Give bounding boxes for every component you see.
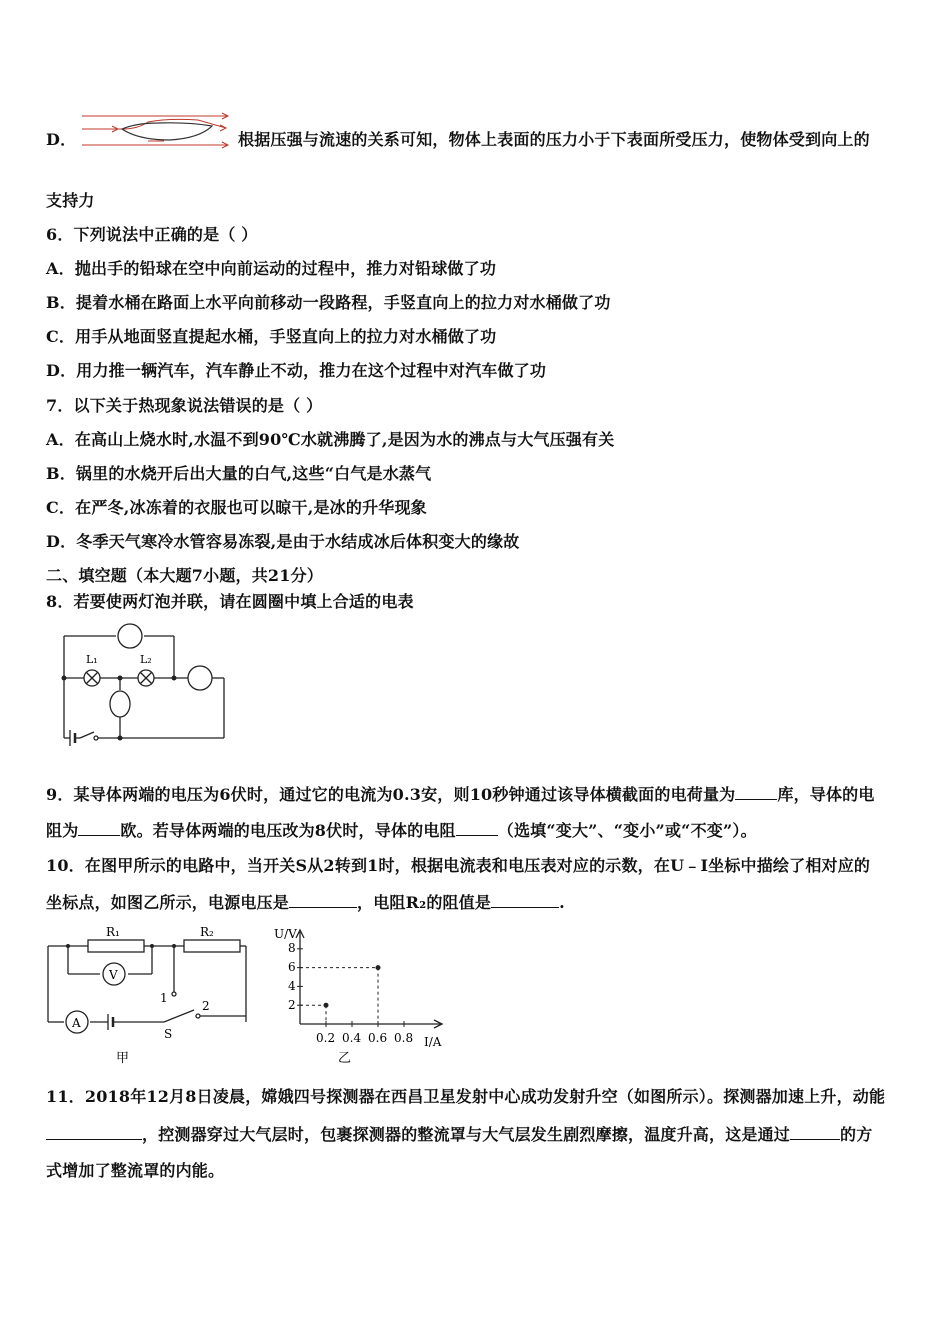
q10-blank-voltage[interactable] <box>289 893 357 908</box>
resistor-r1 <box>88 940 144 952</box>
q11-blank-kinetic[interactable] <box>46 1125 142 1140</box>
q10-ui-graph <box>270 924 460 1068</box>
q5-option-d-continuation: 支持力 <box>46 191 95 210</box>
resistor-r2 <box>184 940 240 952</box>
q11-blank-method[interactable] <box>790 1125 840 1140</box>
q6-option-c: C．用手从地面竖直提起水桶，手竖直向上的拉力对水桶做了功 <box>46 327 497 346</box>
q7-option-d: D．冬季天气寒冷水管容易冻裂,是由于水结成冰后体积变大的缘故 <box>46 532 520 551</box>
meter-circle-middle <box>110 691 130 717</box>
q7-option-c: C．在严冬,冰冻着的衣服也可以晾干,是冰的升华现象 <box>46 498 427 517</box>
q9-line-1 <box>46 782 875 805</box>
q9-blank-resistance[interactable] <box>78 821 120 836</box>
q11-text-3: 的方 <box>840 1125 873 1144</box>
x-tick-0-6: 0.6 <box>368 1031 388 1045</box>
switch-contact-2 <box>196 1014 200 1018</box>
q11-line-2 <box>46 1122 872 1145</box>
ammeter-label: A <box>72 1016 81 1030</box>
switch-pos-2-label: 2 <box>202 999 210 1013</box>
q6-option-d: D．用力推一辆汽车，汽车静止不动，推力在这个过程中对汽车做了功 <box>46 361 547 380</box>
q6-option-b: B．提着水桶在路面上水平向前移动一段路程，手竖直向上的拉力对水桶做了功 <box>46 293 611 312</box>
q9-text-2: 库，导体的电 <box>777 785 875 804</box>
r2-label: R₂ <box>200 925 214 939</box>
data-point-2 <box>376 965 381 970</box>
q10-circuit-diagram-a <box>44 924 254 1068</box>
y-tick-2: 2 <box>288 998 296 1012</box>
section-2-title: 二、填空题（本大题7小题，共21分） <box>46 566 323 585</box>
y-tick-6: 6 <box>288 960 296 974</box>
wing-shape <box>122 123 212 140</box>
lamp-l1-label: L₁ <box>86 653 98 666</box>
q7-option-a: A．在高山上烧水时,水温不到90℃水就沸腾了,是因为水的沸点与大气压强有关 <box>46 430 615 449</box>
q7-option-b: B．锅里的水烧开后出大量的白气,这些“白气是水蒸气 <box>46 464 432 483</box>
graph-ticks <box>297 949 404 1027</box>
y-tick-4: 4 <box>288 979 296 993</box>
x-tick-0-8: 0.8 <box>394 1031 414 1045</box>
q8-stem: 8．若要使两灯泡并联，请在圆圈中填上合适的电表 <box>46 592 414 611</box>
q9-blank-charge[interactable] <box>735 785 777 800</box>
figure-a-caption: 甲 <box>116 1051 130 1066</box>
switch-pos-1-label: 1 <box>160 991 168 1005</box>
y-tick-8: 8 <box>288 941 296 955</box>
q11-text-2: ，控测器穿过大气层时，包裹探测器的整流罩与大气层发生剧烈摩擦，温度升高，这是通过 <box>142 1125 791 1144</box>
q9-text-4: 欧。若导体两端的电压改为8伏时，导体的电阻 <box>120 821 456 840</box>
q10-text-2: 坐标点，如图乙所示，电源电压是 <box>46 893 290 912</box>
x-tick-0-2: 0.2 <box>316 1031 336 1045</box>
q7-stem: 7．以下关于热现象说法错误的是（ ） <box>46 396 323 415</box>
switch-contact <box>94 736 98 740</box>
q8-circuit-diagram <box>56 618 232 748</box>
data-point-1 <box>324 1003 329 1008</box>
meter-circle-right <box>188 666 212 690</box>
lamp-l2-label: L₂ <box>140 653 152 666</box>
r1-label: R₁ <box>106 925 120 939</box>
x-tick-0-4: 0.4 <box>342 1031 362 1045</box>
q9-line-2 <box>46 818 757 841</box>
q5-option-d-label: D． <box>46 130 77 149</box>
q9-text-3: 阻为 <box>46 821 79 840</box>
switch-contact-1 <box>172 992 176 996</box>
q10-text-4: . <box>559 893 565 912</box>
q10-line-2 <box>46 890 565 913</box>
q6-option-a: A．抛出手的铅球在空中向前运动的过程中，推力对铅球做了功 <box>46 259 497 278</box>
y-axis-label: U/V <box>274 927 297 941</box>
q11-line-3: 式增加了整流罩的内能。 <box>46 1161 225 1180</box>
q9-text-5: （选填“变大”、“变小”或“不变”）。 <box>497 821 757 840</box>
q9-blank-change[interactable] <box>456 821 498 836</box>
figure-b-caption: 乙 <box>338 1051 352 1066</box>
meter-circle-top <box>118 624 142 648</box>
q9-text-1: 9．某导体两端的电压为6伏时，通过它的电流为0.3安，则10秒钟通过该导体横截面的电荷量为 <box>46 785 736 804</box>
q6-stem: 6．下列说法中正确的是（ ） <box>46 225 258 244</box>
x-axis-label: I/A <box>424 1035 442 1049</box>
q10-text-3: ，电阻R₂的阻值是 <box>357 893 492 912</box>
q10-blank-r2[interactable] <box>491 893 559 908</box>
q10-line-1: 10．在图甲所示的电路中，当开关S从2转到1时，根据电流表和电压表对应的示数，在U﹣I坐标中描绘了相对应的 <box>46 856 871 875</box>
q11-line-1: 11．2018年12月8日凌晨，嫦娥四号探测器在西昌卫星发射中心成功发射升空（如图所示）。探测器加速上升，动能 <box>46 1087 886 1106</box>
q5-option-d-text: 根据压强与流速的关系可知，物体上表面的压力小于下表面所受压力，使物体受到向上的 <box>238 130 870 149</box>
airfoil-figure <box>78 108 234 154</box>
voltmeter-label: V <box>109 968 118 982</box>
switch-s-label: S <box>164 1027 173 1041</box>
